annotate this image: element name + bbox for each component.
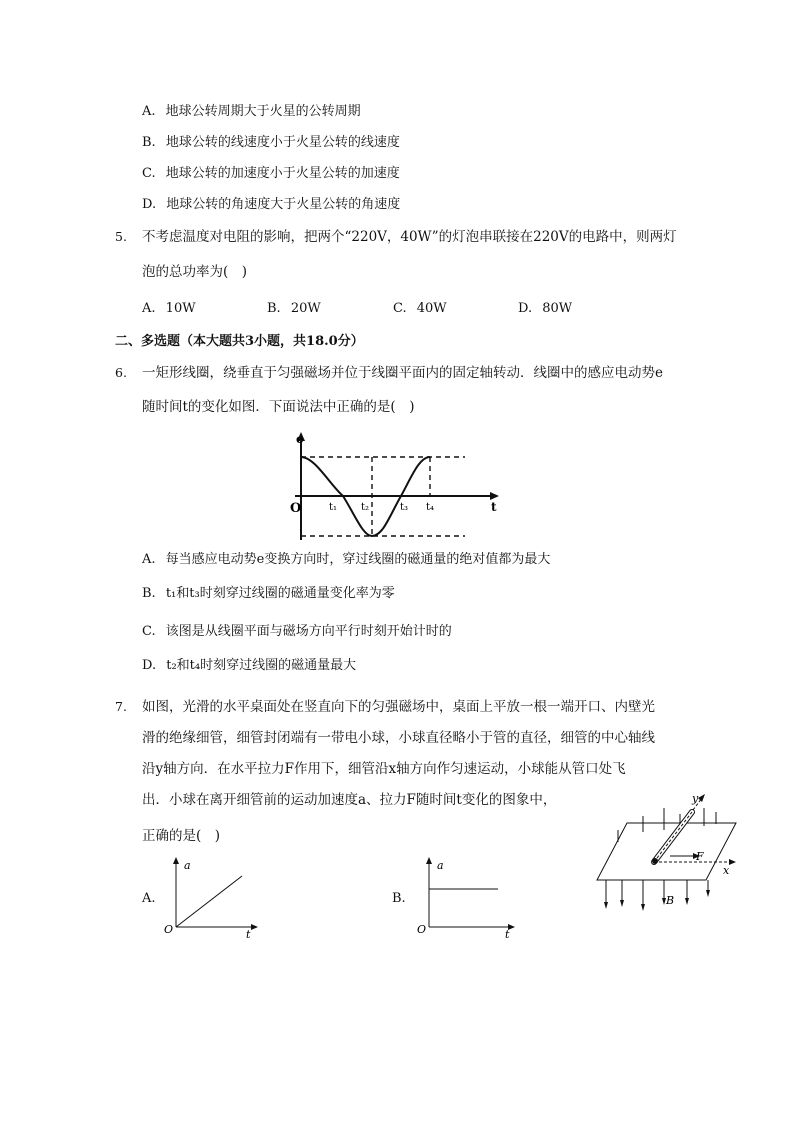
q5-option-c	[393, 300, 447, 318]
q5-stem-line1: 不考虑温度对电阻的影响，把两个“220V，40W”的灯泡串联接在220V的电路中，则两灯	[142, 229, 677, 245]
origin-label: O	[164, 923, 174, 936]
q7-option-a-label: A.	[142, 891, 156, 906]
q7-stem-line3: 沿y轴方向．在水平拉力F作用下，细管沿x轴方向作匀速运动，小球能从管口处飞	[142, 761, 626, 777]
y-axis-arrow	[173, 857, 179, 864]
y-axis-label: e	[296, 432, 304, 446]
q4-option-c	[142, 165, 400, 183]
option-label: C.	[393, 301, 407, 316]
y-axis-label: a	[437, 859, 444, 872]
option-text: t₂和t₄时刻穿过线圈的磁通量最大	[166, 658, 357, 673]
option-label: D.	[518, 301, 533, 316]
x-axis-label: t	[491, 500, 497, 514]
q7-option-b-label: B.	[392, 891, 406, 906]
q7-option-a-graph	[160, 855, 260, 940]
y-label: y	[692, 792, 699, 805]
origin-label: O	[290, 501, 302, 516]
field-arrowheads	[604, 890, 710, 911]
option-label: C.	[142, 166, 156, 181]
option-label: A.	[142, 301, 156, 316]
x-axis-arrow	[251, 924, 258, 930]
tick-t2: t₂	[361, 502, 370, 513]
option-text: 地球公转周期大于火星的公转周期	[165, 104, 361, 119]
option-text: 10W	[165, 301, 196, 316]
q5-number: 5.	[115, 229, 127, 244]
q5-stem-line2: 泡的总功率为( )	[142, 264, 248, 280]
q6-option-b	[142, 585, 395, 603]
q6-option-a	[142, 551, 550, 569]
option-text: 80W	[542, 301, 573, 316]
y-axis-arrow	[426, 857, 432, 864]
q5-option-b	[267, 300, 321, 318]
origin-label: O	[417, 923, 427, 936]
tick-t4: t₄	[426, 502, 435, 513]
x-axis-arrow	[729, 859, 736, 865]
q4-option-b	[142, 134, 400, 152]
charged-ball	[652, 858, 658, 864]
x-label: x	[723, 864, 730, 877]
q7-stem-line5: 正确的是( )	[142, 828, 221, 844]
x-axis-label: t	[505, 928, 510, 940]
field-label: B	[666, 894, 675, 907]
option-text: 地球公转的线速度小于火星公转的线速度	[165, 135, 400, 150]
force-label: F	[696, 850, 704, 863]
option-label: A.	[142, 552, 156, 567]
q5-option-d	[518, 300, 572, 318]
q7-stem-line1: 如图，光滑的水平桌面处在竖直向下的匀强磁场中，桌面上平放一根一端开口、内壁光	[142, 699, 655, 715]
q4-option-a	[142, 103, 361, 121]
x-axis-label: t	[246, 928, 251, 940]
q6-stem-line1: 一矩形线圈，绕垂直于匀强磁场并位于线圈平面内的固定轴转动．线圈中的感应电动势e	[142, 365, 663, 381]
y-axis-label: a	[184, 859, 191, 872]
option-text: 每当感应电动势e变换方向时，穿过线圈的磁通量的绝对值都为最大	[165, 552, 551, 567]
option-text: 40W	[416, 301, 447, 316]
option-text: 该图是从线圈平面与磁场方向平行时刻开始计时的	[165, 624, 452, 639]
option-text: 地球公转的加速度小于火星公转的加速度	[165, 166, 400, 181]
option-label: C.	[142, 624, 156, 639]
acceleration-line	[176, 876, 242, 927]
option-label: B.	[142, 586, 156, 601]
q7-number: 7.	[115, 699, 127, 714]
q5-option-a	[142, 300, 196, 318]
q7-option-b-graph	[413, 855, 518, 940]
q4-option-d	[142, 196, 400, 214]
emf-time-graph	[285, 430, 510, 548]
q6-option-c	[142, 623, 452, 641]
q7-stem-line4: 出．小球在离开细管前的运动加速度a、拉力F随时间t变化的图象中，	[142, 792, 557, 808]
q6-stem-line2: 随时间t的变化如图．下面说法中正确的是( )	[142, 399, 415, 415]
option-label: B.	[142, 135, 156, 150]
option-label: D.	[142, 658, 157, 673]
option-label: B.	[267, 301, 281, 316]
q7-stem-line2: 滑的绝缘细管，细管封闭端有一带电小球，小球直径略小于管的直径，细管的中心轴线	[142, 730, 655, 746]
tube-field-figure	[592, 790, 742, 915]
tick-t1: t₁	[329, 502, 338, 513]
option-text: 地球公转的角速度大于火星公转的角速度	[166, 197, 401, 212]
option-label: A.	[142, 104, 156, 119]
q6-number: 6.	[115, 365, 127, 380]
option-text: 20W	[290, 301, 321, 316]
x-axis-arrow	[490, 492, 499, 500]
tick-t3: t₃	[400, 502, 409, 513]
y-axis-arrow	[698, 794, 705, 802]
option-text: t₁和t₃时刻穿过线圈的磁通量变化率为零	[165, 586, 395, 601]
section-title: 二、多选题（本大题共3小题，共18.0分）	[115, 334, 364, 349]
option-label: D.	[142, 197, 157, 212]
q6-option-d	[142, 657, 356, 675]
